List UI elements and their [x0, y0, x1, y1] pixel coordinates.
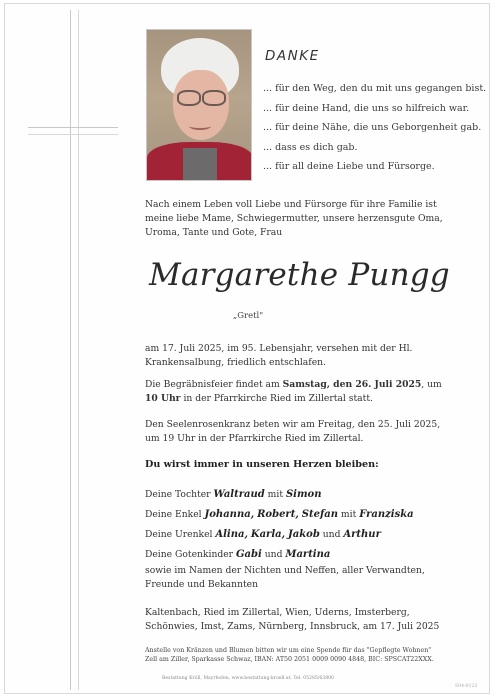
rosary-text: Den Seelenrosenkranz beten wir am Freitag, den 25. Juli 2025, um 19 Uhr in der Pfarrkirche Ried im Zillertal. — [145, 419, 441, 445]
funeral-time: 10 Uhr — [145, 393, 181, 405]
printer-credit: Bestattung Kröll, Mayrhofen, www.bestattung-kroell.at, Tel. 05285/63800 — [162, 676, 334, 681]
passing-text: am 17. Juli 2025, im 95. Lebensjahr, versehen mit der Hl. Krankensalbung, friedlich entschlafen. — [145, 343, 413, 369]
deceased-name: Margarethe Pungg — [149, 257, 450, 293]
thanks-line: ... für all deine Liebe und Fürsorge. — [263, 161, 435, 172]
mourners-list — [145, 485, 414, 565]
thanks-line: ... für den Weg, den du mit uns gegangen bist. — [263, 83, 487, 94]
funeral-date: Samstag, den 26. Juli 2025 — [282, 379, 422, 390]
thanks-list — [263, 79, 486, 177]
donation-note: Anstelle von Kränzen und Blumen bitten wir um eine Spende für das "Gepflegte Wohnen" Zell am Ziller, Sparkasse Schwaz, IBAN: AT50 2051 0009 0090 4848, BIC: SPSCAT22XXX. — [145, 647, 434, 663]
thanks-line: ... dass es dich gab. — [263, 141, 358, 153]
thanks-line: ... für deine Nähe, die uns Geborgenheit gab. — [263, 122, 482, 133]
funeral-text: Die Begräbnisfeier findet am Samstag, den 26. Juli 2025, um 10 Uhr in der Pfarrkirche Ried im Zillertal statt. — [145, 379, 442, 405]
mourner-line-daughter: Deine Tochter Waltraud mit Simon — [145, 489, 322, 500]
cross-horizontal-line — [28, 127, 118, 128]
cross-horizontal-line-inner — [28, 134, 118, 135]
deceased-nickname: „Gretl" — [232, 311, 264, 321]
cross-vertical-line — [70, 10, 71, 690]
mourners-heading: Du wirst immer in unseren Herzen bleiben: — [145, 459, 379, 470]
mourner-line-grandchildren: Deine Enkel Johanna, Robert, Stefan mit Franziska — [145, 509, 414, 520]
document-code: S04-0123 — [455, 684, 478, 689]
places-date-text: Kaltenbach, Ried im Zillertal, Wien, Uderns, Imsterberg, Schönwies, Imst, Zams, Nürnberg, Innsbruck, am 17. Juli 2025 — [145, 607, 440, 633]
mourner-line-great-grandchildren: Deine Urenkel Alina, Karla, Jakob und Arthur — [145, 529, 381, 540]
portrait-photo — [146, 29, 252, 181]
intro-text: Nach einem Leben voll Liebe und Fürsorge für ihre Familie ist meine liebe Mame, Schwiegermutter, unsere herzensgute Oma, Uroma, Tante und Gote, Frau — [145, 199, 443, 239]
cross-vertical-line-inner — [78, 10, 79, 690]
thanks-line: ... für deine Hand, die uns so hilfreich war. — [263, 102, 470, 114]
thanks-title: DANKE — [265, 48, 320, 64]
relatives-text: sowie im Namen der Nichten und Neffen, aller Verwandten, Freunde und Bekannten — [145, 565, 425, 590]
mourner-line-godchildren: Deine Gotenkinder Gabi und Martina — [145, 549, 331, 560]
